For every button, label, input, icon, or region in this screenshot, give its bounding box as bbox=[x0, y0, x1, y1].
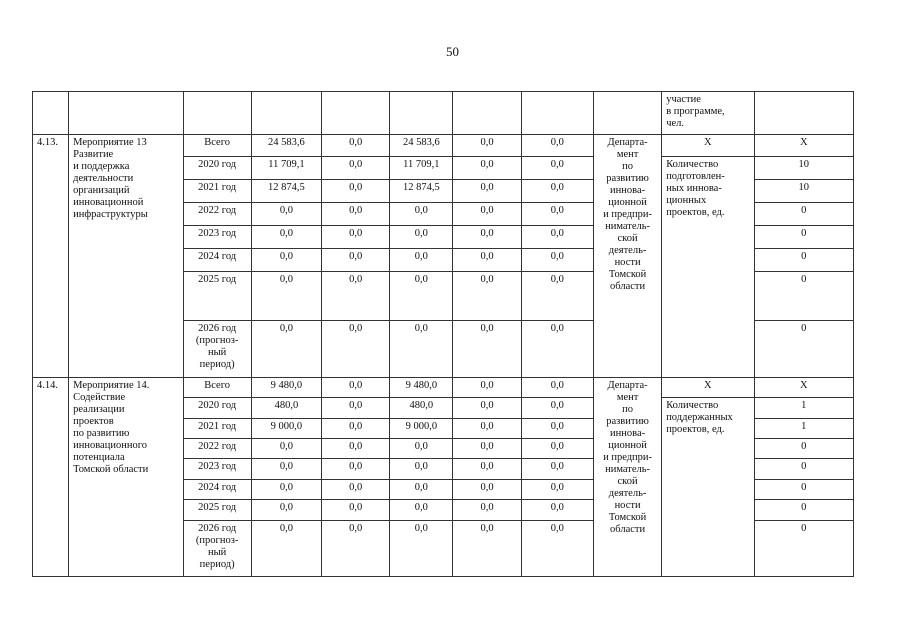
indicator-value-cell: 0 bbox=[754, 500, 853, 521]
indicator-value-cell: 0 bbox=[754, 226, 853, 249]
indicator-value-cell: 0 bbox=[754, 480, 853, 500]
federal-budget-cell: 0,0 bbox=[322, 180, 390, 203]
other-sources-cell: 0,0 bbox=[521, 249, 593, 272]
indicator-value-cell: 1 bbox=[754, 419, 853, 439]
local-budget-cell: 0,0 bbox=[453, 459, 521, 480]
total-cell: 0,0 bbox=[251, 321, 321, 378]
federal-budget-cell: 0,0 bbox=[322, 157, 390, 180]
federal-budget-cell: 0,0 bbox=[322, 272, 390, 321]
year-cell: 2022 год bbox=[183, 203, 251, 226]
table-row bbox=[33, 378, 854, 398]
regional-budget-cell: 480,0 bbox=[390, 398, 453, 419]
year-cell: 2026 год (прогноз- ный период) bbox=[183, 321, 251, 378]
executor-cell: Департа- мент по развитию иннова- ционной и предпри- ниматель- ской деятель- ности Томской области bbox=[593, 378, 661, 577]
regional-budget-cell: 0,0 bbox=[390, 321, 453, 378]
other-sources-cell: 0,0 bbox=[521, 180, 593, 203]
federal-budget-cell: 0,0 bbox=[322, 480, 390, 500]
regional-budget-cell: 24 583,6 bbox=[390, 135, 453, 157]
indicator-name-cell: Количество подготовлен- ных иннова- ционных проектов, ед. bbox=[662, 157, 754, 378]
regional-budget-cell: 12 874,5 bbox=[390, 180, 453, 203]
local-budget-cell: 0,0 bbox=[453, 157, 521, 180]
indicator-value-cell: 0 bbox=[754, 272, 853, 321]
local-budget-cell: 0,0 bbox=[453, 203, 521, 226]
federal-budget-cell: 0,0 bbox=[322, 321, 390, 378]
total-cell: 11 709,1 bbox=[251, 157, 321, 180]
indicator-value-cell: 10 bbox=[754, 157, 853, 180]
indicator-total-cell: X bbox=[662, 135, 754, 157]
total-cell: 0,0 bbox=[251, 459, 321, 480]
indicator-name-cell: Количество поддержанных проектов, ед. bbox=[662, 398, 754, 577]
regional-budget-cell: 0,0 bbox=[390, 480, 453, 500]
federal-budget-cell: 0,0 bbox=[322, 226, 390, 249]
page-number: 50 bbox=[446, 44, 459, 59]
indicator-value-cell: 1 bbox=[754, 398, 853, 419]
other-sources-cell: 0,0 bbox=[521, 226, 593, 249]
local-budget-cell: 0,0 bbox=[453, 135, 521, 157]
federal-budget-cell: 0,0 bbox=[322, 398, 390, 419]
federal-budget-cell: 0,0 bbox=[322, 459, 390, 480]
other-sources-cell: 0,0 bbox=[521, 135, 593, 157]
year-cell: 2025 год bbox=[183, 500, 251, 521]
federal-budget-cell: 0,0 bbox=[322, 439, 390, 459]
total-cell: 0,0 bbox=[251, 226, 321, 249]
local-budget-cell: 0,0 bbox=[453, 226, 521, 249]
regional-budget-cell: 0,0 bbox=[390, 226, 453, 249]
year-cell: 2024 год bbox=[183, 249, 251, 272]
local-budget-cell: 0,0 bbox=[453, 419, 521, 439]
total-cell: 0,0 bbox=[251, 203, 321, 226]
federal-budget-cell: 0,0 bbox=[322, 500, 390, 521]
indicator-name-cell: участие в программе, чел. bbox=[662, 92, 754, 135]
other-sources-cell: 0,0 bbox=[521, 500, 593, 521]
regional-budget-cell: 9 480,0 bbox=[390, 378, 453, 398]
executor-cell: Департа- мент по развитию иннова- ционной и предпри- ниматель- ской деятель- ности Томской области bbox=[593, 135, 661, 378]
local-budget-cell: 0,0 bbox=[453, 500, 521, 521]
indicator-value-cell: 0 bbox=[754, 321, 853, 378]
other-sources-cell: 0,0 bbox=[521, 272, 593, 321]
program-activities-table bbox=[32, 91, 854, 577]
local-budget-cell: 0,0 bbox=[453, 180, 521, 203]
year-cell: 2021 год bbox=[183, 180, 251, 203]
other-sources-cell: 0,0 bbox=[521, 419, 593, 439]
total-cell: 480,0 bbox=[251, 398, 321, 419]
other-sources-cell: 0,0 bbox=[521, 321, 593, 378]
total-cell: 0,0 bbox=[251, 480, 321, 500]
other-sources-cell: 0,0 bbox=[521, 459, 593, 480]
activity-name: Мероприятие 13 Развитие и поддержка деятельности организаций инновационной инфраструктуры bbox=[69, 135, 183, 378]
indicator-value-cell: X bbox=[754, 378, 853, 398]
year-cell: 2020 год bbox=[183, 398, 251, 419]
total-cell: 9 480,0 bbox=[251, 378, 321, 398]
year-cell: 2025 год bbox=[183, 272, 251, 321]
indicator-value-cell: 0 bbox=[754, 203, 853, 226]
federal-budget-cell: 0,0 bbox=[322, 203, 390, 226]
regional-budget-cell: 9 000,0 bbox=[390, 419, 453, 439]
year-cell: Всего bbox=[183, 135, 251, 157]
table-row bbox=[33, 135, 854, 157]
indicator-value-cell: 0 bbox=[754, 249, 853, 272]
federal-budget-cell: 0,0 bbox=[322, 249, 390, 272]
local-budget-cell: 0,0 bbox=[453, 378, 521, 398]
regional-budget-cell: 0,0 bbox=[390, 459, 453, 480]
regional-budget-cell: 11 709,1 bbox=[390, 157, 453, 180]
other-sources-cell: 0,0 bbox=[521, 378, 593, 398]
other-sources-cell: 0,0 bbox=[521, 480, 593, 500]
other-sources-cell: 0,0 bbox=[521, 157, 593, 180]
regional-budget-cell: 0,0 bbox=[390, 272, 453, 321]
year-cell: 2021 год bbox=[183, 419, 251, 439]
federal-budget-cell: 0,0 bbox=[322, 135, 390, 157]
federal-budget-cell: 0,0 bbox=[322, 521, 390, 577]
indicator-value-cell: 0 bbox=[754, 521, 853, 577]
other-sources-cell: 0,0 bbox=[521, 398, 593, 419]
other-sources-cell: 0,0 bbox=[521, 439, 593, 459]
total-cell: 0,0 bbox=[251, 500, 321, 521]
year-cell: Всего bbox=[183, 378, 251, 398]
indicator-value-cell: 0 bbox=[754, 439, 853, 459]
other-sources-cell: 0,0 bbox=[521, 203, 593, 226]
total-cell: 0,0 bbox=[251, 272, 321, 321]
local-budget-cell: 0,0 bbox=[453, 439, 521, 459]
local-budget-cell: 0,0 bbox=[453, 398, 521, 419]
indicator-value-cell: X bbox=[754, 135, 853, 157]
indicator-total-cell: X bbox=[662, 378, 754, 398]
indicator-value-cell: 0 bbox=[754, 459, 853, 480]
regional-budget-cell: 0,0 bbox=[390, 249, 453, 272]
continuation-row bbox=[33, 92, 854, 135]
regional-budget-cell: 0,0 bbox=[390, 439, 453, 459]
indicator-value-cell: 10 bbox=[754, 180, 853, 203]
total-cell: 12 874,5 bbox=[251, 180, 321, 203]
local-budget-cell: 0,0 bbox=[453, 249, 521, 272]
year-cell: 2023 год bbox=[183, 459, 251, 480]
local-budget-cell: 0,0 bbox=[453, 272, 521, 321]
regional-budget-cell: 0,0 bbox=[390, 521, 453, 577]
year-cell: 2022 год bbox=[183, 439, 251, 459]
year-cell: 2026 год (прогноз- ный период) bbox=[183, 521, 251, 577]
year-cell: 2020 год bbox=[183, 157, 251, 180]
local-budget-cell: 0,0 bbox=[453, 521, 521, 577]
local-budget-cell: 0,0 bbox=[453, 480, 521, 500]
activity-number: 4.14. bbox=[33, 378, 69, 577]
other-sources-cell: 0,0 bbox=[521, 521, 593, 577]
federal-budget-cell: 0,0 bbox=[322, 419, 390, 439]
regional-budget-cell: 0,0 bbox=[390, 500, 453, 521]
total-cell: 24 583,6 bbox=[251, 135, 321, 157]
total-cell: 9 000,0 bbox=[251, 419, 321, 439]
activity-name: Мероприятие 14. Содействие реализации проектов по развитию инновационного потенциала Томской области bbox=[69, 378, 183, 577]
total-cell: 0,0 bbox=[251, 249, 321, 272]
total-cell: 0,0 bbox=[251, 439, 321, 459]
total-cell: 0,0 bbox=[251, 521, 321, 577]
year-cell: 2024 год bbox=[183, 480, 251, 500]
activity-number: 4.13. bbox=[33, 135, 69, 378]
local-budget-cell: 0,0 bbox=[453, 321, 521, 378]
regional-budget-cell: 0,0 bbox=[390, 203, 453, 226]
year-cell: 2023 год bbox=[183, 226, 251, 249]
federal-budget-cell: 0,0 bbox=[322, 378, 390, 398]
